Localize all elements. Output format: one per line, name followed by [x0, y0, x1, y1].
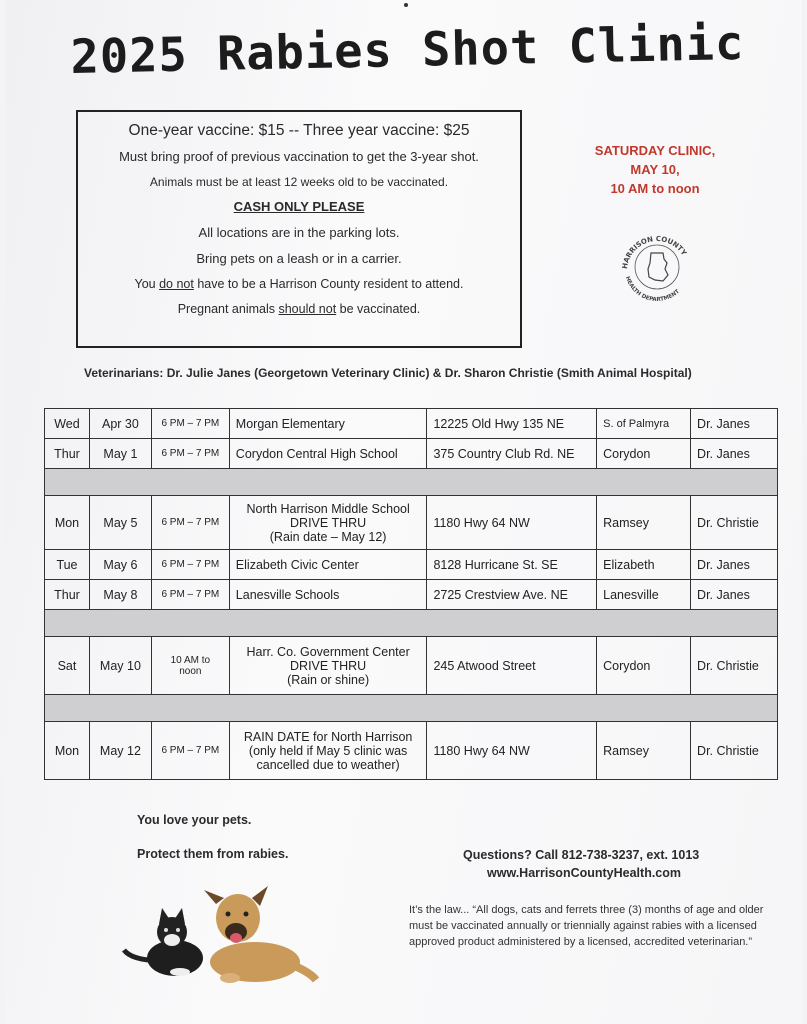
- veterinarians-line: Veterinarians: Dr. Julie Janes (Georgetown Veterinary Clinic) & Dr. Sharon Christie (Smith Animal Hospital): [84, 366, 692, 380]
- seal-bottom-text: HEALTH DEPARTMENT: [624, 275, 681, 304]
- address-cell: 375 Country Club Rd. NE: [427, 439, 597, 469]
- separator-cell: [45, 610, 778, 637]
- doctor-cell: Dr. Christie: [691, 722, 778, 780]
- table-row: [45, 580, 778, 610]
- location-line: (Rain date – May 12): [269, 529, 387, 544]
- area-cell: Elizabeth: [597, 550, 691, 580]
- protect-line: Protect them from rabies.: [137, 847, 289, 861]
- time-cell: 6 PM – 7 PM: [151, 722, 229, 780]
- doctor-cell: Dr. Janes: [691, 439, 778, 469]
- area-cell: S. of Palmyra: [597, 409, 691, 439]
- doctor-cell: Dr. Janes: [691, 580, 778, 610]
- location-line: (only held if May 5 clinic was: [248, 743, 408, 758]
- area-cell: Corydon: [597, 439, 691, 469]
- page-title: 2025 Rabies Shot Clinic: [70, 15, 745, 85]
- doctor-cell: Dr. Christie: [691, 496, 778, 550]
- area-cell: Lanesville: [597, 580, 691, 610]
- date-cell: May 6: [89, 550, 151, 580]
- leash-notice: Bring pets on a leash or in a carrier.: [196, 251, 402, 266]
- location-line: RAIN DATE for North Harrison: [243, 729, 413, 744]
- address-cell: 1180 Hwy 64 NW: [427, 496, 597, 550]
- website-text: www.HarrisonCountyHealth.com: [487, 866, 682, 880]
- seal-top-text: HARRISON COUNTY: [620, 234, 688, 270]
- pricing-line: One-year vaccine: $15 -- Three year vaccine: $25: [128, 122, 470, 139]
- address-cell: 245 Atwood Street: [427, 637, 597, 695]
- pregnancy-notice: [78, 302, 520, 316]
- location-line: (Rain or shine): [287, 672, 370, 687]
- date-cell: May 1: [89, 439, 151, 469]
- age-requirement: Animals must be at least 12 weeks old to be vaccinated.: [149, 175, 449, 189]
- location-line: Harr. Co. Government Center: [246, 644, 410, 659]
- love-pets-line: You love your pets.: [137, 813, 252, 827]
- residency-emphasis: do not: [159, 277, 194, 291]
- saturday-line-1: SATURDAY CLINIC,: [594, 143, 716, 158]
- time-cell: 6 PM – 7 PM: [151, 496, 229, 550]
- health-department-seal-icon: [615, 225, 699, 309]
- cash-only-notice: CASH ONLY PLEASE: [233, 199, 365, 214]
- location-cell: [229, 637, 427, 695]
- parking-lot-notice: All locations are in the parking lots.: [198, 225, 400, 240]
- day-cell: Thur: [45, 580, 90, 610]
- location-cell: Lanesville Schools: [229, 580, 427, 610]
- table-row: [45, 439, 778, 469]
- day-cell: Wed: [45, 409, 90, 439]
- svg-text:HARRISON COUNTY: [621, 235, 688, 270]
- saturday-line-2: MAY 10,: [630, 162, 680, 177]
- separator-row: [45, 610, 778, 637]
- clinic-schedule-table: [44, 408, 778, 780]
- location-line: cancelled due to weather): [256, 757, 400, 772]
- day-cell: Mon: [45, 496, 90, 550]
- location-cell: Corydon Central High School: [229, 439, 427, 469]
- date-cell: Apr 30: [89, 409, 151, 439]
- table-row: [45, 409, 778, 439]
- doctor-cell: Dr. Christie: [691, 637, 778, 695]
- time-cell: 10 AM to noon: [151, 637, 229, 695]
- address-cell: 2725 Crestview Ave. NE: [427, 580, 597, 610]
- svg-text:HEALTH DEPARTMENT: [624, 276, 681, 303]
- table-row: [45, 550, 778, 580]
- date-cell: May 8: [89, 580, 151, 610]
- location-line: DRIVE THRU: [290, 658, 367, 673]
- time-cell: 6 PM – 7 PM: [151, 409, 229, 439]
- address-cell: 12225 Old Hwy 135 NE: [427, 409, 597, 439]
- area-cell: Ramsey: [597, 496, 691, 550]
- address-cell: 1180 Hwy 64 NW: [427, 722, 597, 780]
- time-cell: 6 PM – 7 PM: [151, 439, 229, 469]
- residency-post: have to be a Harrison County resident to attend.: [193, 277, 464, 291]
- residency-notice: [78, 277, 520, 291]
- time-cell: 6 PM – 7 PM: [151, 580, 229, 610]
- pregnancy-emphasis: should not: [278, 302, 337, 316]
- saturday-clinic-notice: [572, 141, 738, 198]
- day-cell: Sat: [45, 637, 90, 695]
- doctor-cell: Dr. Janes: [691, 409, 778, 439]
- date-cell: May 5: [89, 496, 151, 550]
- location-line: North Harrison Middle School: [246, 501, 410, 516]
- day-cell: Tue: [45, 550, 90, 580]
- area-cell: Corydon: [597, 637, 691, 695]
- vaccine-info-box: [76, 110, 522, 348]
- separator-cell: [45, 469, 778, 496]
- day-cell: Thur: [45, 439, 90, 469]
- separator-cell: [45, 695, 778, 722]
- proof-requirement: Must bring proof of previous vaccination to get the 3-year shot.: [119, 149, 479, 164]
- date-cell: May 12: [89, 722, 151, 780]
- table-row: [45, 496, 778, 550]
- law-quote: It’s the law... “All dogs, cats and ferrets three (3) months of age and older must be vaccinated annually or triennially against rabies with a licensed approved product administered by a licensed, accredited veterinarian.”: [409, 904, 764, 948]
- location-cell: [229, 722, 427, 780]
- location-cell: Morgan Elementary: [229, 409, 427, 439]
- location-cell: Elizabeth Civic Center: [229, 550, 427, 580]
- location-line: DRIVE THRU: [290, 515, 367, 530]
- doctor-cell: Dr. Janes: [691, 550, 778, 580]
- table-row: [45, 637, 778, 695]
- area-cell: Ramsey: [597, 722, 691, 780]
- pregnancy-pre: Pregnant animals: [177, 302, 279, 316]
- saturday-line-3: 10 AM to noon: [610, 181, 700, 196]
- address-cell: 8128 Hurricane St. SE: [427, 550, 597, 580]
- staple-dot: [404, 3, 408, 7]
- separator-row: [45, 695, 778, 722]
- residency-pre: You: [134, 277, 160, 291]
- location-cell: [229, 496, 427, 550]
- date-cell: May 10: [89, 637, 151, 695]
- pregnancy-post: be vaccinated.: [336, 302, 421, 316]
- day-cell: Mon: [45, 722, 90, 780]
- cat-and-dog-illustration-icon: [120, 880, 330, 995]
- time-cell: 6 PM – 7 PM: [151, 550, 229, 580]
- questions-phone: Questions? Call 812-738-3237, ext. 1013: [463, 848, 700, 862]
- separator-row: [45, 469, 778, 496]
- table-row: [45, 722, 778, 780]
